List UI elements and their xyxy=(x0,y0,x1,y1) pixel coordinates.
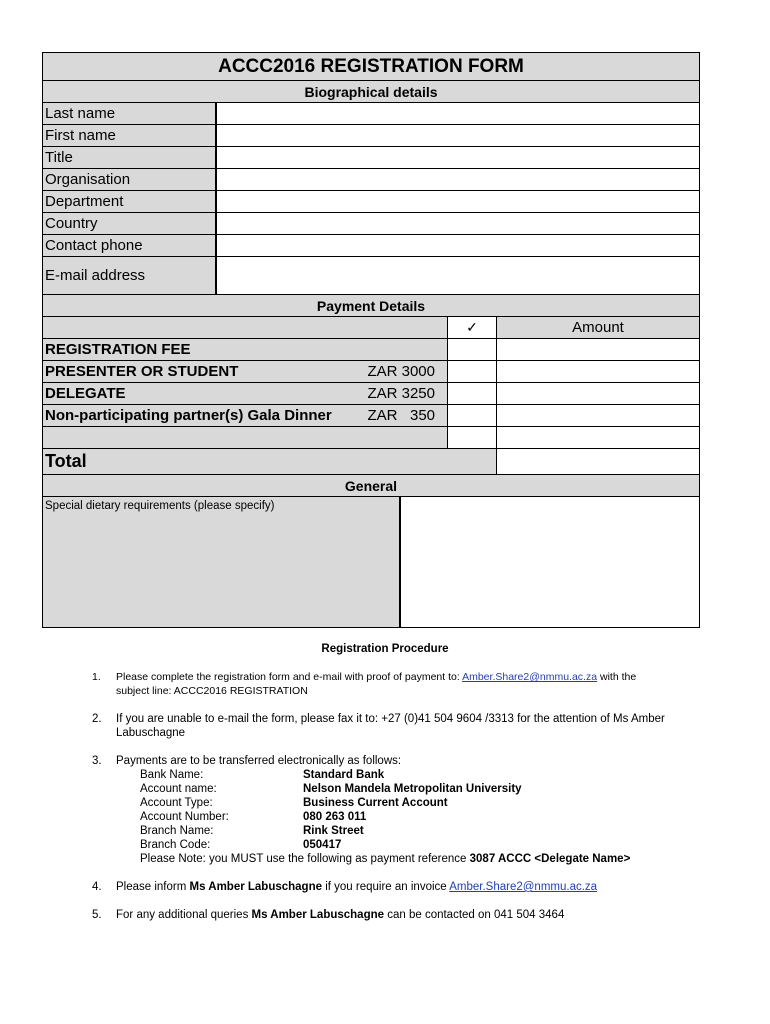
gala-dinner-check[interactable] xyxy=(447,405,497,426)
step1-suffix: with the xyxy=(597,671,637,683)
bank-value: 050417 xyxy=(303,839,342,851)
first-name-label: First name xyxy=(43,125,217,146)
dietary-input[interactable] xyxy=(401,497,699,627)
delegate-amount[interactable] xyxy=(497,383,699,404)
procedure-step-5 xyxy=(92,908,702,922)
form-title-row xyxy=(43,53,699,81)
registration-fee-check[interactable] xyxy=(447,339,497,360)
bank-label: Bank Name: xyxy=(140,769,204,781)
payment-price: ZAR 350 xyxy=(367,407,435,424)
form-title: ACCC2016 REGISTRATION FORM xyxy=(218,55,524,77)
bank-label: Account Type: xyxy=(140,797,213,809)
total-row xyxy=(43,449,699,475)
bank-label: Branch Name: xyxy=(140,825,214,837)
step5-post: can be contacted on 041 504 3464 xyxy=(384,909,565,921)
title-input[interactable] xyxy=(217,147,699,168)
step4-pre: Please inform xyxy=(116,881,190,893)
payment-label-text: PRESENTER OR STUDENT xyxy=(45,363,239,380)
registration-fee-label xyxy=(43,339,447,360)
last-name-label: Last name xyxy=(43,103,217,124)
payment-row-delegate xyxy=(43,383,699,405)
payment-price: ZAR 3000 xyxy=(367,363,435,380)
presenter-amount[interactable] xyxy=(497,361,699,382)
bank-label: Branch Code: xyxy=(140,839,211,851)
step4-mid: if you require an invoice xyxy=(322,881,450,893)
bio-heading-row xyxy=(43,81,699,103)
payment-heading-row xyxy=(43,295,699,317)
presenter-check[interactable] xyxy=(447,361,497,382)
procedure-steps xyxy=(92,670,702,936)
payment-price: ZAR 3250 xyxy=(367,385,435,402)
blank-check[interactable] xyxy=(447,427,497,448)
procedure-step-3 xyxy=(92,754,702,866)
payment-label-text: REGISTRATION FEE xyxy=(45,341,191,358)
bank-value: Standard Bank xyxy=(303,769,385,781)
bio-row-department xyxy=(43,191,699,213)
amount-heading: Amount xyxy=(497,317,699,338)
bio-row-country xyxy=(43,213,699,235)
step-number: 1. xyxy=(92,671,101,683)
bio-row-email xyxy=(43,257,699,295)
step2-text: If you are unable to e-mail the form, please fax it to: +27 (0)41 504 9604 /3313 for the attention of Ms Amber Labuschagne xyxy=(116,713,665,739)
procedure-step-2 xyxy=(92,712,702,740)
step-number: 3. xyxy=(92,755,102,767)
registration-form xyxy=(42,52,700,628)
contact-name: Ms Amber Labuschagne xyxy=(189,881,323,893)
bio-row-contact-phone xyxy=(43,235,699,257)
department-input[interactable] xyxy=(217,191,699,212)
payment-row-blank xyxy=(43,427,699,449)
checkmark-icon: ✓ xyxy=(447,317,497,338)
step-text xyxy=(116,908,702,922)
payment-header-row xyxy=(43,317,699,339)
step-number: 2. xyxy=(92,713,102,725)
bio-row-last-name xyxy=(43,103,699,125)
step-text xyxy=(116,880,702,894)
payment-label-text: DELEGATE xyxy=(45,385,126,402)
procedure-title: Registration Procedure xyxy=(321,643,449,655)
payment-row-presenter xyxy=(43,361,699,383)
general-heading: General xyxy=(344,477,398,494)
title-label: Title xyxy=(43,147,217,168)
general-heading-row xyxy=(43,475,699,497)
step-number: 5. xyxy=(92,909,102,921)
blank-amount[interactable] xyxy=(497,427,699,448)
gala-dinner-amount[interactable] xyxy=(497,405,699,426)
last-name-input[interactable] xyxy=(217,103,699,124)
delegate-label xyxy=(43,383,447,404)
department-label: Department xyxy=(43,191,217,212)
contact-phone-label: Contact phone xyxy=(43,235,217,256)
gala-dinner-label xyxy=(43,405,447,426)
bio-row-organisation xyxy=(43,169,699,191)
email-input[interactable] xyxy=(217,257,699,294)
presenter-label xyxy=(43,361,447,382)
delegate-check[interactable] xyxy=(447,383,497,404)
bank-value: Nelson Mandela Metropolitan University xyxy=(303,783,522,795)
bank-details xyxy=(140,768,702,852)
bank-value: Business Current Account xyxy=(303,797,448,809)
payment-label-text: Non-participating partner(s) Gala Dinner xyxy=(45,407,332,424)
email-link[interactable]: Amber.Share2@nmmu.ac.za xyxy=(462,671,598,683)
procedure-step-1 xyxy=(92,670,702,698)
contact-name: Ms Amber Labuschagne xyxy=(251,909,385,921)
note-reference: 3087 ACCC <Delegate Name> xyxy=(469,853,631,865)
dietary-row xyxy=(43,497,699,627)
contact-phone-input[interactable] xyxy=(217,235,699,256)
organisation-input[interactable] xyxy=(217,169,699,190)
bank-value: 080 263 011 xyxy=(303,811,367,823)
organisation-label: Organisation xyxy=(43,169,217,190)
country-input[interactable] xyxy=(217,213,699,234)
step-text xyxy=(116,754,702,866)
step-text xyxy=(116,670,702,698)
payment-note xyxy=(140,852,702,866)
step1-text: Please complete the registration form and e-mail with proof of payment to: xyxy=(116,671,463,683)
bank-value: Rink Street xyxy=(303,825,364,837)
country-label: Country xyxy=(43,213,217,234)
payment-row-gala-dinner xyxy=(43,405,699,427)
total-label: Total xyxy=(43,449,497,474)
bank-label: Account Number: xyxy=(140,811,229,823)
payment-row-registration-fee xyxy=(43,339,699,361)
payment-heading: Payment Details xyxy=(316,297,426,314)
dietary-label: Special dietary requirements (please specify) xyxy=(43,497,401,627)
bio-row-title xyxy=(43,147,699,169)
bio-heading: Biographical details xyxy=(304,83,438,100)
registration-fee-amount[interactable] xyxy=(497,339,699,360)
email-link[interactable]: Amber.Share2@nmmu.ac.za xyxy=(449,881,598,893)
blank-label xyxy=(43,427,447,448)
step3-text: Payments are to be transferred electronically as follows: xyxy=(116,755,402,767)
total-amount[interactable] xyxy=(497,449,699,474)
note-text: Please Note: you MUST use the following as payment reference xyxy=(140,853,470,865)
payment-header-blank xyxy=(43,317,447,338)
first-name-input[interactable] xyxy=(217,125,699,146)
bio-row-first-name xyxy=(43,125,699,147)
bank-label: Account name: xyxy=(140,783,217,795)
procedure-step-4 xyxy=(92,880,702,894)
step5-pre: For any additional queries xyxy=(116,909,252,921)
step1-line2: subject line: ACCC2016 REGISTRATION xyxy=(116,685,308,697)
step-number: 4. xyxy=(92,881,102,893)
email-label: E-mail address xyxy=(43,257,217,294)
